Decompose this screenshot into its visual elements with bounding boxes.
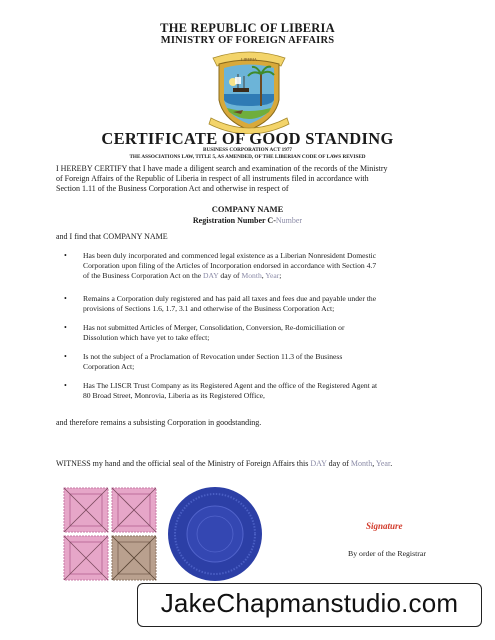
bullet-dot-icon: • (64, 352, 67, 361)
bullet-dot-icon: • (64, 251, 67, 260)
registration-placeholder: Number (275, 216, 303, 225)
seal-banner-text: LIBERIA (241, 57, 257, 62)
bullet-dot-icon: • (64, 381, 67, 390)
bullet-line: Dissolution which have yet to take effect; (83, 333, 210, 342)
subtitle-law: THE ASSOCIATIONS LAW, TITLE 5, AS AMENDED, OF THE LIBERIAN CODE OF LAWS REVISED (129, 154, 366, 160)
registration-number (0, 216, 495, 225)
company-name: COMPANY NAME (211, 204, 284, 214)
stamp-icon (64, 536, 108, 580)
blue-seal-icon (166, 485, 264, 583)
liberia-coat-of-arms-icon (203, 48, 295, 134)
subtitle-act: BUSINESS CORPORATION ACT 1977 (202, 147, 293, 153)
header-republic: THE REPUBLIC OF LIBERIA (160, 21, 335, 35)
bullet-line: Is not the subject of a Proclamation of Revocation under Section 11.3 of the Business (83, 352, 343, 361)
witness-line: WITNESS my hand and the official seal of the Ministry of Foreign Affairs this DAY day of Month, Year. (56, 459, 393, 468)
intro-paragraph (56, 164, 442, 194)
intro-line: Section 1.11 of the Business Corporation Act and otherwise in respect of (56, 184, 289, 193)
bullet-line: Corporation upon filing of the Articles of Incorporation endorsed in accordance with Section 4.7 (83, 261, 377, 270)
revenue-stamps-icon (62, 486, 162, 584)
header-ministry: MINISTRY OF FOREIGN AFFAIRS (160, 35, 335, 46)
bullet-item (56, 352, 442, 374)
month-placeholder: Month (350, 459, 373, 468)
bullet-item (56, 381, 442, 403)
certificate-title: CERTIFICATE OF GOOD STANDING (101, 129, 394, 148)
bullet-item (56, 294, 442, 316)
year-placeholder: Year (265, 271, 280, 280)
bullet-dot-icon: • (64, 323, 67, 332)
by-order-line: By order of the Registrar (348, 549, 426, 558)
intro-line: I HEREBY CERTIFY that I have made a diligent search and examination of the records of the Ministry (56, 164, 388, 173)
bullet-line: Has The LISCR Trust Company as its Registered Agent and the office of the Registered Agent at (83, 381, 378, 390)
bullet-item (56, 251, 442, 283)
year-placeholder: Year (375, 459, 391, 468)
find-line: and I find that COMPANY NAME (56, 232, 168, 241)
month-placeholder: Month (241, 271, 262, 280)
day-placeholder: DAY (310, 459, 327, 468)
bullet-line: provisions of Sections 1.6, 1.7, 3.1 and otherwise of the Business Corporation Act; (83, 304, 335, 313)
bullet-line: 80 Broad Street, Monrovia, Liberia as its Registered Office, (83, 391, 265, 400)
day-placeholder: DAY (203, 271, 219, 280)
signature: Signature (366, 521, 403, 531)
registration-label: Registration Number C- (192, 216, 276, 225)
watermark-box (137, 583, 482, 627)
intro-line: of Foreign Affairs of the Republic of Liberia in respect of all instruments filed in accordance with (56, 174, 369, 183)
watermark-text: JakeChapmanstudio.com (160, 588, 459, 618)
bullet-item (56, 323, 442, 345)
bullet-line: Has not submitted Articles of Merger, Consolidation, Conversion, Re-domiciliation or (83, 323, 345, 332)
bullet-dot-icon: • (64, 294, 67, 303)
bullet-line: of the Business Corporation Act on the DAY day of Month, Year; (83, 271, 282, 280)
stamp-icon (112, 488, 156, 532)
closing-line: and therefore remains a subsisting Corporation in goodstanding. (56, 418, 262, 427)
bullet-line: Has been duly incorporated and commenced legal existence as a Liberian Nonresident Domestic (83, 251, 377, 260)
bullet-line: Corporation Act; (83, 362, 135, 371)
stamp-icon (64, 488, 108, 532)
stamp-icon (112, 536, 156, 580)
bullet-line: Remains a Corporation duly registered and has paid all taxes and fees due and payable under the (83, 294, 377, 303)
